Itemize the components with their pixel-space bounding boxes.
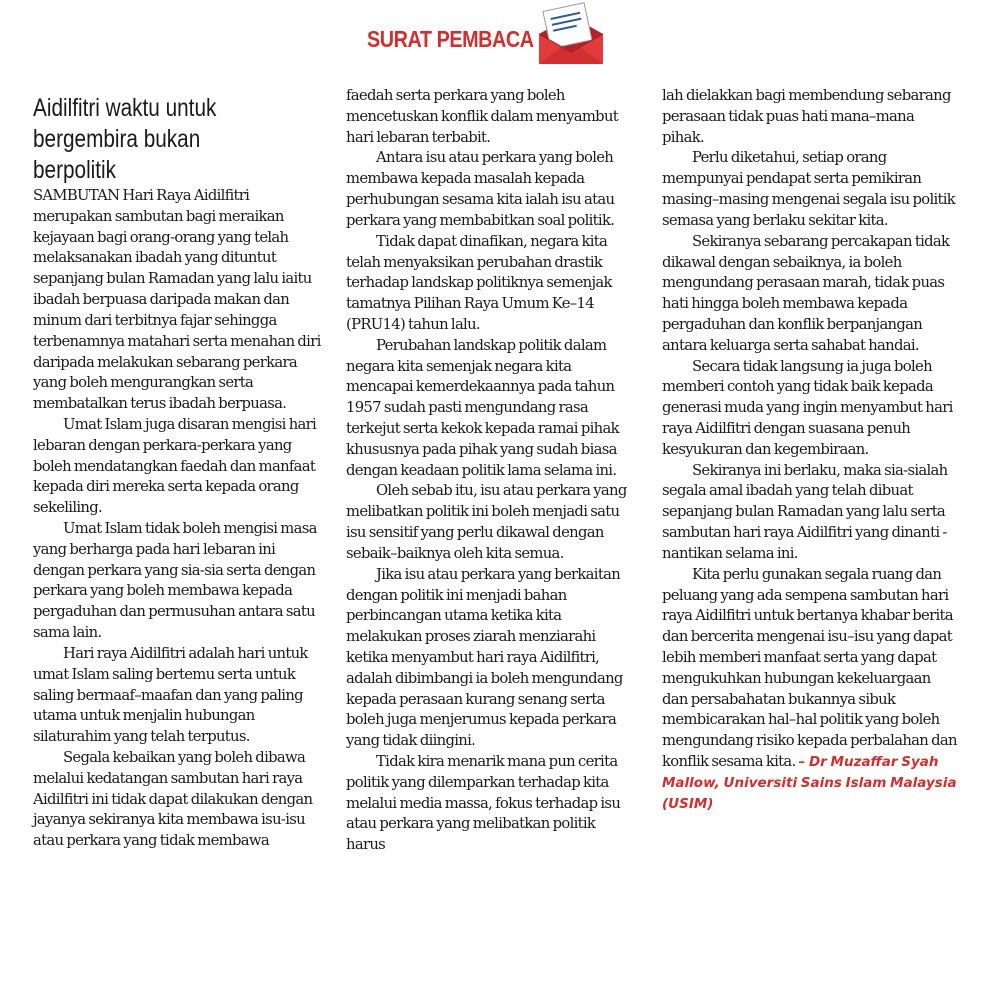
- section-label: SURAT PEMBACA: [367, 26, 534, 52]
- paragraph: Segala kebaikan yang boleh dibawa melalui kedatangan sambutan hari raya Aidilfitri ini tidak dapat dilakukan dengan jayanya sekiranya kita membawa isu-isu atau perkara yang tidak membawa: [33, 748, 313, 850]
- paragraph: Perlu diketahui, setiap orang mempunyai pendapat serta pemikiran masing–masing mengenai segala isu politik semasa yang berlaku sekitar kita.: [662, 149, 956, 229]
- paragraph: Sekiranya sebarang percakapan tidak dikawal dengan sebaiknya, ia boleh mengundang perasaan marah, tidak puas hati hingga boleh membawa kepada pergaduhan dan konflik berpanjangan antara keluarga serta sahabat handai.: [662, 232, 950, 354]
- paragraph: Umat Islam juga disaran mengisi hari lebaran dengan perkara-perkara yang boleh mendatangkan faedah dan manfaat kepada diri mereka serta kepada orang sekeliling.: [33, 415, 317, 517]
- paragraph: Tidak dapat dinafikan, negara kita telah menyaksikan perubahan drastik terhadap landskap politiknya semenjak tamatnya Pilihan Raya Umum Ke–14 (PRU14) tahun lalu.: [346, 232, 612, 333]
- paragraph: Tidak kira menarik mana pun cerita politik yang dilemparkan terhadap kita melalui media massa, fokus terhadap isu atau perkara yang melibatkan politik harus: [346, 753, 621, 854]
- paragraph: faedah serta perkara yang boleh mencetuskan konflik dalam menyambut hari lebaran terbabit.: [346, 87, 619, 146]
- paragraph: Perubahan landskap politik dalam negara kita semenjak negara kita mencapai kemerdekaannya pada tahun 1957 sudah pasti mengundang rasa terkejut serta kekok kepada ramai pihak khususnya pada pihak yang sudah biasa dengan keadaan politik lama selama ini.: [346, 336, 619, 479]
- article-column-1: [33, 186, 329, 852]
- article-column-2: [346, 86, 636, 856]
- paragraph: Secara tidak langsung ia juga boleh memberi contoh yang tidak baik kepada generasi muda yang ingin menyambut hari raya Aidilfitri dengan suasana penuh kesyukuran dan kegembiraan.: [662, 357, 953, 458]
- paragraph: Umat Islam tidak boleh mengisi masa yang berharga pada hari lebaran ini dengan perkara yang sia-sia serta dengan perkara yang boleh membawa kepada pergaduhan dan permusuhan antara satu sama lain.: [33, 520, 317, 642]
- paragraph: Jika isu atau perkara yang berkaitan dengan politik ini menjadi bahan perbincangan utama ketika kita melakukan proses ziarah menziarahi ketika menyambut hari raya Aidilfitri, adalah dibimbangi ia boleh mengundang kepada perasaan kurang senang serta boleh juga menjerumus kepada perkara yang tidak diingini.: [346, 565, 623, 750]
- envelope-letter-icon: [533, 2, 609, 68]
- paragraph: Antara isu atau perkara yang boleh membawa kepada masalah kepada perhubungan sesama kita ialah isu atau perkara yang membabitkan soal politik.: [346, 149, 615, 229]
- article-headline: Aidilfitri waktu untuk bergembira bukan berpolitik: [33, 94, 217, 184]
- section-header: [0, 0, 987, 80]
- paragraph-text: Kita perlu gunakan segala ruang dan peluang yang ada sempena sambutan hari raya Aidilfitri untuk bertanya khabar berita dan bercerita mengenai isu–isu yang dapat lebih memberi manfaat serta yang dapat mengukuhkan hubungan kekeluargaan dan persabahatan bukannya sibuk membicarakan hal–hal politik yang boleh mengundang risiko kepada perbalahan dan konflik sesama kita.: [662, 565, 957, 770]
- author-credit: – Dr Muzaffar Syah Mallow, Universiti Sains Islam Malaysia (USIM): [662, 754, 957, 812]
- article-column-3: [662, 86, 957, 814]
- paragraph: Sekiranya ini berlaku, maka sia-sialah segala amal ibadah yang telah dibuat sepanjang bulan Ramadan yang lalu serta sambutan hari raya Aidilfitri yang dinanti -nantikan selama ini.: [662, 461, 948, 562]
- paragraph: Hari raya Aidilfitri adalah hari untuk umat Islam saling bertemu serta untuk saling bermaaf–maafan dan yang paling utama untuk menjalin hubungan silaturahim yang telah terputus.: [33, 644, 308, 746]
- paragraph: SAMBUTAN Hari Raya Aidilfitri merupakan sambutan bagi meraikan kejayaan bagi orang-orang yang telah melaksanakan ibadah yang dituntut sepanjang bulan Ramadan yang lalu iaitu ibadah berpuasa daripada makan dan minum dari terbitnya fajar sehingga terbenamnya matahari serta menahan diri daripada melakukan sebarang perkara yang boleh mengurangkan serta membatalkan terus ibadah berpuasa.: [33, 187, 321, 413]
- paragraph-last: [662, 565, 957, 815]
- paragraph: Oleh sebab itu, isu atau perkara yang melibatkan politik ini boleh menjadi satu isu sensitif yang perlu dikawal dengan sebaik–baiknya oleh kita semua.: [346, 482, 627, 562]
- paragraph: lah dielakkan bagi membendung sebarang perasaan tidak puas hati mana–mana pihak.: [662, 87, 951, 146]
